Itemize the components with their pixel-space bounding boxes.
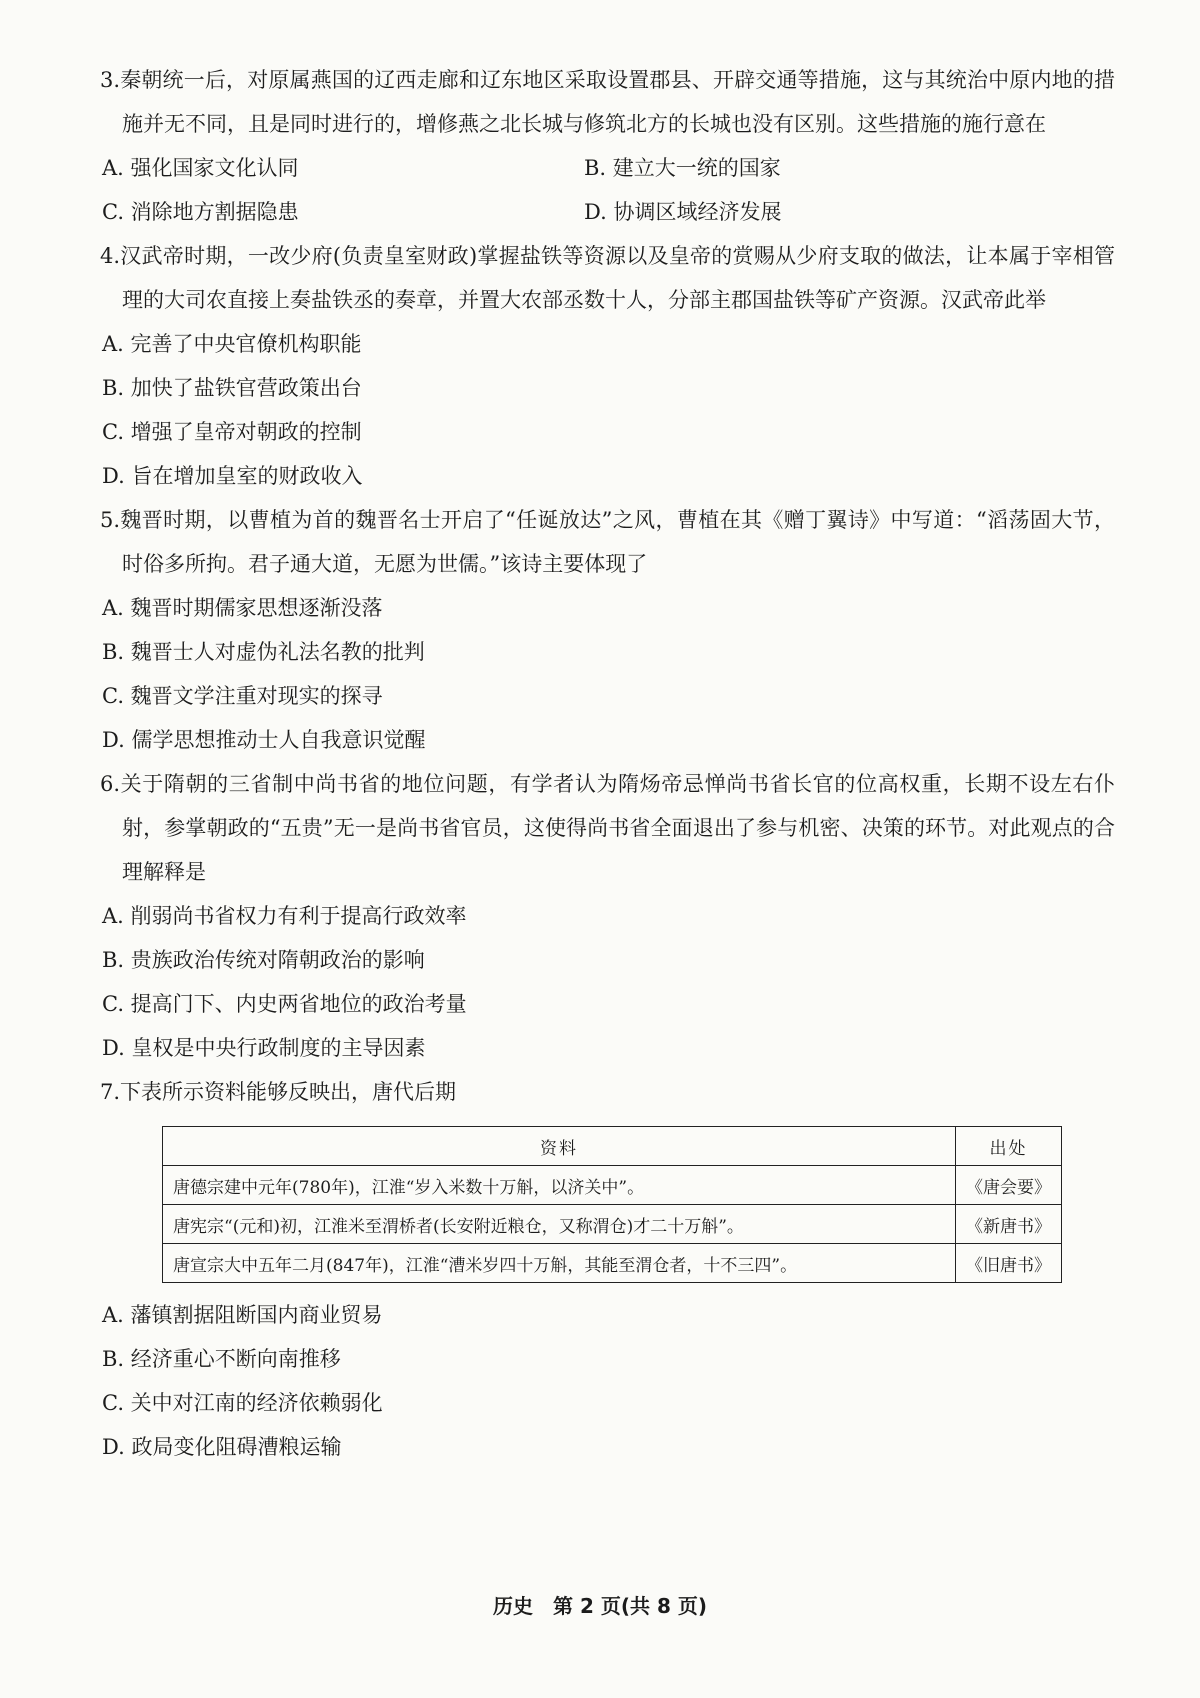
question-4	[100, 234, 1115, 498]
option-b[interactable]: B. 魏晋士人对虚伪礼法名教的批判	[102, 640, 425, 664]
option-c[interactable]: C. 关中对江南的经济依赖弱化	[102, 1391, 383, 1415]
table-row	[163, 1205, 1062, 1244]
cell-source: 《唐会要》	[956, 1166, 1062, 1205]
option-d[interactable]: D. 政局变化阻碍漕粮运输	[102, 1435, 342, 1459]
option-a[interactable]: A. 魏晋时期儒家思想逐渐没落	[102, 596, 383, 620]
option-b[interactable]: B. 经济重心不断向南推移	[102, 1347, 341, 1371]
option-c[interactable]: C. 消除地方割据隐患	[102, 200, 299, 224]
question-3	[100, 58, 1115, 234]
option-a[interactable]: A. 藩镇割据阻断国内商业贸易	[102, 1303, 383, 1327]
option-a[interactable]: A. 强化国家文化认同	[102, 156, 299, 180]
question-stem: 6.关于隋朝的三省制中尚书省的地位问题，有学者认为隋炀帝忌惮尚书省长官的位高权重，长期不设左右仆射，参掌朝政的“五贵”无一是尚书省官员，这使得尚书省全面退出了参与机密、决策的环节。对此观点的合理解释是	[100, 772, 1115, 884]
option-b[interactable]: B. 建立大一统的国家	[584, 156, 781, 180]
question-5	[100, 498, 1115, 762]
option-d[interactable]: D. 旨在增加皇室的财政收入	[102, 464, 363, 488]
option-d[interactable]: D. 协调区域经济发展	[584, 200, 782, 224]
question-stem: 7.下表所示资料能够反映出，唐代后期	[100, 1080, 457, 1104]
cell-source: 《旧唐书》	[956, 1244, 1062, 1283]
cell-source: 《新唐书》	[956, 1205, 1062, 1244]
page-footer: 历史 第 2 页(共 8 页)	[493, 1594, 707, 1618]
question-7	[100, 1070, 1115, 1469]
option-a[interactable]: A. 完善了中央官僚机构职能	[102, 332, 362, 356]
header-material: 资料	[163, 1127, 956, 1166]
cell-material: 唐宣宗大中五年二月(847年)，江淮“漕米岁四十万斛，其能至渭仓者，十不三四”。	[163, 1244, 956, 1283]
question-stem: 3.秦朝统一后，对原属燕国的辽西走廊和辽东地区采取设置郡县、开辟交通等措施，这与其统治中原内地的措施并无不同，且是同时进行的，增修燕之北长城与修筑北方的长城也没有区别。这些措施的施行意在	[100, 68, 1115, 136]
question-stem: 4.汉武帝时期，一改少府(负责皇室财政)掌握盐铁等资源以及皇帝的赏赐从少府支取的做法，让本属于宰相管理的大司农直接上奏盐铁丞的奏章，并置大农部丞数十人，分部主郡国盐铁等矿产资源。汉武帝此举	[100, 244, 1115, 312]
option-d[interactable]: D. 皇权是中央行政制度的主导因素	[102, 1036, 426, 1060]
option-a[interactable]: A. 削弱尚书省权力有利于提高行政效率	[102, 904, 467, 928]
options-row	[100, 190, 1115, 234]
table-row	[163, 1244, 1062, 1283]
option-b[interactable]: B. 贵族政治传统对隋朝政治的影响	[102, 948, 425, 972]
cell-material: 唐宪宗“(元和)初，江淮米至渭桥者(长安附近粮仓，又称渭仓)才二十万斛”。	[163, 1205, 956, 1244]
header-source: 出处	[956, 1127, 1062, 1166]
options-row	[100, 146, 1115, 190]
question-6	[100, 762, 1115, 1070]
page-content	[100, 58, 1115, 1469]
option-b[interactable]: B. 加快了盐铁官营政策出台	[102, 376, 362, 400]
option-c[interactable]: C. 魏晋文学注重对现实的探寻	[102, 684, 383, 708]
source-table	[162, 1126, 1062, 1283]
option-d[interactable]: D. 儒学思想推动士人自我意识觉醒	[102, 728, 426, 752]
cell-material: 唐德宗建中元年(780年)，江淮“岁入米数十万斛，以济关中”。	[163, 1166, 956, 1205]
option-c[interactable]: C. 提高门下、内史两省地位的政治考量	[102, 992, 467, 1016]
table-header-row	[163, 1127, 1062, 1166]
question-stem: 5.魏晋时期，以曹植为首的魏晋名士开启了“任诞放达”之风，曹植在其《赠丁翼诗》中写道：“滔荡固大节，时俗多所拘。君子通大道，无愿为世儒。”该诗主要体现了	[100, 508, 1115, 576]
table-row	[163, 1166, 1062, 1205]
option-c[interactable]: C. 增强了皇帝对朝政的控制	[102, 420, 362, 444]
